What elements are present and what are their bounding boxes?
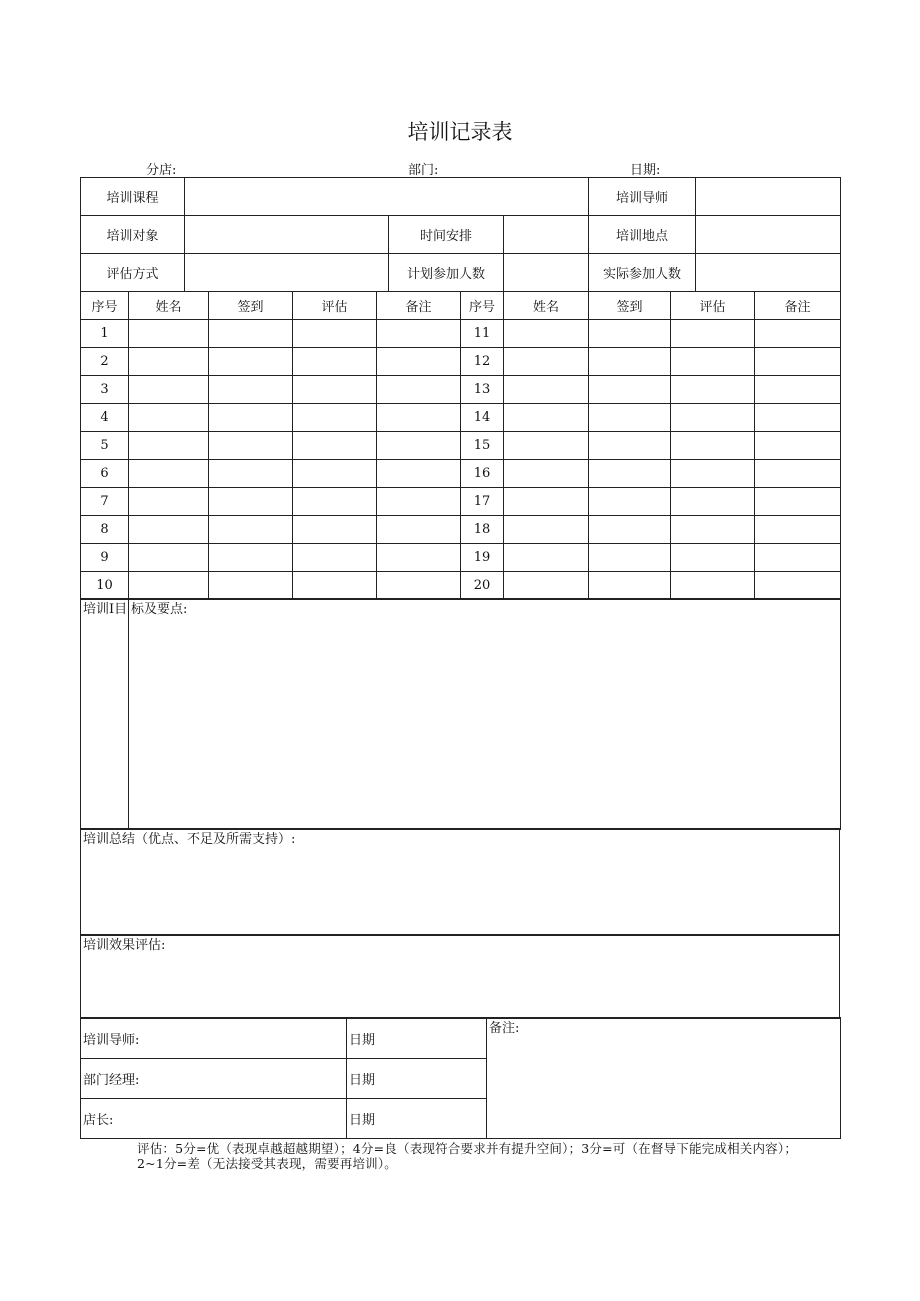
name-cell[interactable] xyxy=(504,320,589,348)
table-row xyxy=(81,348,841,376)
instructor-sign-label[interactable]: 培训导师: xyxy=(81,1018,347,1059)
target-field[interactable] xyxy=(185,216,389,254)
table-row xyxy=(81,404,841,432)
signin-cell[interactable] xyxy=(209,516,293,544)
name-cell[interactable] xyxy=(129,320,209,348)
evaluation-cell[interactable] xyxy=(671,572,755,600)
row-number: 12 xyxy=(461,348,504,376)
remarks-cell[interactable] xyxy=(377,572,461,600)
remarks-cell[interactable] xyxy=(755,348,841,376)
row-number: 5 xyxy=(81,432,129,460)
schedule-label: 时间安排 xyxy=(389,216,504,254)
remarks-cell[interactable] xyxy=(755,376,841,404)
schedule-field[interactable] xyxy=(504,216,589,254)
header-signin: 签到 xyxy=(209,292,293,320)
header-name: 姓名 xyxy=(504,292,589,320)
row-number: 20 xyxy=(461,572,504,600)
footnote-line: 2~1分=差（无法接受其表现，需要再培训）。 xyxy=(137,1156,398,1171)
evaluation-cell[interactable] xyxy=(293,348,377,376)
evaluation-cell[interactable] xyxy=(671,348,755,376)
signin-cell[interactable] xyxy=(589,488,671,516)
evaluation-cell[interactable] xyxy=(671,376,755,404)
signin-cell[interactable] xyxy=(209,348,293,376)
table-row xyxy=(81,488,841,516)
manager-date-label[interactable]: 日期 xyxy=(347,1059,487,1099)
evaluation-cell[interactable] xyxy=(293,404,377,432)
remarks-cell[interactable] xyxy=(377,348,461,376)
signin-cell[interactable] xyxy=(589,404,671,432)
row-number: 11 xyxy=(461,320,504,348)
row-number: 2 xyxy=(81,348,129,376)
remarks-cell[interactable] xyxy=(377,544,461,572)
signin-cell[interactable] xyxy=(209,376,293,404)
name-cell[interactable] xyxy=(129,404,209,432)
header-name: 姓名 xyxy=(129,292,209,320)
branch-label: 分店: xyxy=(146,163,177,178)
row-number: 17 xyxy=(461,488,504,516)
remarks-cell[interactable] xyxy=(377,404,461,432)
assessment-field[interactable] xyxy=(185,254,389,292)
evaluation-cell[interactable] xyxy=(671,516,755,544)
table-row xyxy=(81,460,841,488)
date-label: 日期: xyxy=(630,163,661,178)
evaluation-cell[interactable] xyxy=(671,320,755,348)
evaluation-cell[interactable] xyxy=(293,572,377,600)
table-row xyxy=(81,516,841,544)
row-number: 4 xyxy=(81,404,129,432)
planned-field[interactable] xyxy=(504,254,589,292)
name-cell[interactable] xyxy=(129,432,209,460)
name-cell[interactable] xyxy=(504,488,589,516)
signature-table xyxy=(80,1017,841,1139)
header-seq: 序号 xyxy=(81,292,129,320)
name-cell[interactable] xyxy=(504,432,589,460)
row-number: 8 xyxy=(81,516,129,544)
instructor-label: 培训导师 xyxy=(589,178,696,216)
remarks-cell[interactable] xyxy=(377,376,461,404)
name-cell[interactable] xyxy=(504,516,589,544)
location-label: 培训地点 xyxy=(589,216,696,254)
name-cell[interactable] xyxy=(504,572,589,600)
table-row xyxy=(81,432,841,460)
row-number: 16 xyxy=(461,460,504,488)
signin-cell[interactable] xyxy=(589,320,671,348)
header-signin: 签到 xyxy=(589,292,671,320)
planned-label: 计划参加人数 xyxy=(389,254,504,292)
name-cell[interactable] xyxy=(504,460,589,488)
evaluation-cell[interactable] xyxy=(293,320,377,348)
actual-label: 实际参加人数 xyxy=(589,254,696,292)
table-row xyxy=(81,376,841,404)
signin-cell[interactable] xyxy=(209,432,293,460)
name-cell[interactable] xyxy=(504,376,589,404)
signin-cell[interactable] xyxy=(589,544,671,572)
row-number: 10 xyxy=(81,572,129,600)
evaluation-cell[interactable] xyxy=(293,488,377,516)
evaluation-cell[interactable] xyxy=(293,460,377,488)
remarks-cell[interactable] xyxy=(377,460,461,488)
row-number: 9 xyxy=(81,544,129,572)
remarks-cell[interactable] xyxy=(377,432,461,460)
name-cell[interactable] xyxy=(129,348,209,376)
header-evaluation: 评估 xyxy=(671,292,755,320)
evaluation-cell[interactable] xyxy=(293,516,377,544)
remarks-cell[interactable] xyxy=(755,572,841,600)
signin-cell[interactable] xyxy=(589,572,671,600)
remarks-cell[interactable] xyxy=(755,488,841,516)
evaluation-cell[interactable] xyxy=(671,432,755,460)
signin-cell[interactable] xyxy=(589,516,671,544)
signin-cell[interactable] xyxy=(589,348,671,376)
name-cell[interactable] xyxy=(129,544,209,572)
row-number: 3 xyxy=(81,376,129,404)
row-number: 7 xyxy=(81,488,129,516)
header-evaluation: 评估 xyxy=(293,292,377,320)
signin-cell[interactable] xyxy=(209,544,293,572)
objectives-left-label: 培训I目 xyxy=(81,599,129,830)
evaluation-cell[interactable] xyxy=(293,544,377,572)
evaluation-cell[interactable] xyxy=(671,460,755,488)
actual-field[interactable] xyxy=(696,254,841,292)
evaluation-cell[interactable] xyxy=(293,432,377,460)
remarks-cell[interactable] xyxy=(755,320,841,348)
name-cell[interactable] xyxy=(504,544,589,572)
instructor-field[interactable] xyxy=(696,178,841,216)
row-number: 6 xyxy=(81,460,129,488)
footnote-line: 评估：5分=优（表现卓越超越期望）；4分=良（表现符合要求并有提升空间）；3分=可（在督导下能完成相关内容）； xyxy=(137,1141,798,1156)
evaluation-cell[interactable] xyxy=(671,544,755,572)
objectives-table xyxy=(80,598,841,830)
remarks-cell[interactable] xyxy=(755,460,841,488)
signin-cell[interactable] xyxy=(209,320,293,348)
signin-cell[interactable] xyxy=(209,460,293,488)
signin-cell[interactable] xyxy=(589,460,671,488)
header-remarks: 备注 xyxy=(377,292,461,320)
footnote xyxy=(137,1141,837,1171)
name-cell[interactable] xyxy=(129,460,209,488)
evaluation-cell[interactable] xyxy=(671,404,755,432)
signin-cell[interactable] xyxy=(209,488,293,516)
table-row xyxy=(81,572,841,600)
name-cell[interactable] xyxy=(504,404,589,432)
department-label: 部门: xyxy=(408,163,439,178)
summary-field[interactable]: 培训总结（优点、不足及所需支持）: xyxy=(81,829,840,936)
remarks-cell[interactable] xyxy=(755,544,841,572)
name-cell[interactable] xyxy=(129,572,209,600)
row-number: 14 xyxy=(461,404,504,432)
table-row xyxy=(81,544,841,572)
signin-cell[interactable] xyxy=(589,432,671,460)
target-label: 培训对象 xyxy=(81,216,185,254)
store-manager-sign-label[interactable]: 店长: xyxy=(81,1099,347,1139)
signin-cell[interactable] xyxy=(209,572,293,600)
signin-cell[interactable] xyxy=(589,376,671,404)
remarks-cell[interactable] xyxy=(755,432,841,460)
row-number: 1 xyxy=(81,320,129,348)
name-cell[interactable] xyxy=(129,488,209,516)
name-cell[interactable] xyxy=(129,516,209,544)
row-number: 18 xyxy=(461,516,504,544)
name-cell[interactable] xyxy=(504,348,589,376)
effect-table xyxy=(80,934,840,1019)
info-table xyxy=(80,177,841,292)
page-title: 培训记录表 xyxy=(407,120,513,144)
effect-field[interactable]: 培训效果评估: xyxy=(81,935,840,1019)
remarks-field[interactable]: 备注: xyxy=(487,1018,841,1139)
instructor-date-label[interactable]: 日期 xyxy=(347,1018,487,1059)
manager-sign-label[interactable]: 部门经理: xyxy=(81,1059,347,1099)
name-cell[interactable] xyxy=(129,376,209,404)
summary-table xyxy=(80,828,840,936)
remarks-cell[interactable] xyxy=(377,488,461,516)
evaluation-cell[interactable] xyxy=(293,376,377,404)
row-number: 15 xyxy=(461,432,504,460)
store-manager-date-label[interactable]: 日期 xyxy=(347,1099,487,1139)
remarks-cell[interactable] xyxy=(377,320,461,348)
assessment-label: 评估方式 xyxy=(81,254,185,292)
remarks-cell[interactable] xyxy=(755,516,841,544)
objectives-field[interactable]: 标及要点: xyxy=(129,599,841,830)
signin-cell[interactable] xyxy=(209,404,293,432)
header-seq: 序号 xyxy=(461,292,504,320)
table-row xyxy=(81,320,841,348)
course-field[interactable] xyxy=(185,178,589,216)
row-number: 13 xyxy=(461,376,504,404)
location-field[interactable] xyxy=(696,216,841,254)
remarks-cell[interactable] xyxy=(755,404,841,432)
row-number: 19 xyxy=(461,544,504,572)
header-remarks: 备注 xyxy=(755,292,841,320)
course-label: 培训课程 xyxy=(81,178,185,216)
remarks-cell[interactable] xyxy=(377,516,461,544)
roster-table xyxy=(80,291,841,600)
evaluation-cell[interactable] xyxy=(671,488,755,516)
